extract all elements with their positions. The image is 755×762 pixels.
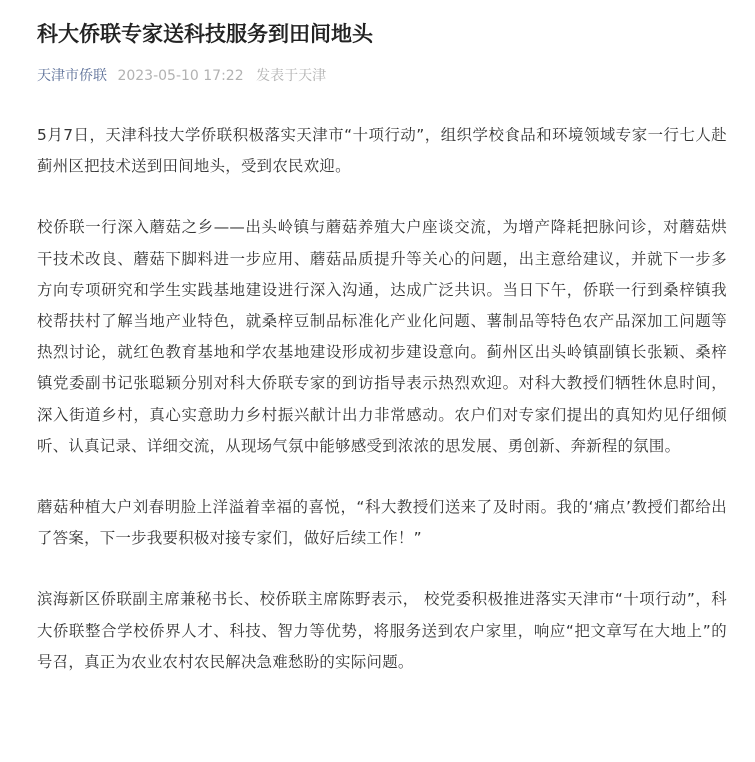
article-body bbox=[37, 120, 727, 708]
publish-date: 2023-05-10 17:22 bbox=[117, 68, 244, 84]
paragraph: 蘑菇种植大户刘春明脸上洋溢着幸福的喜悦，“科大教授们送来了及时雨。我的‘痛点’教授们都给出了答案，下一步我要积极对接专家们，做好后续工作！” bbox=[37, 498, 727, 548]
account-name-link[interactable]: 天津市侨联 bbox=[37, 68, 107, 84]
article-meta bbox=[37, 66, 326, 86]
paragraph: 5月7日，天津科技大学侨联积极落实天津市“十项行动”，组织学校食品和环境领域专家一行七人赴蓟州区把技术送到田间地头，受到农民欢迎。 bbox=[37, 126, 727, 176]
paragraph: 校侨联一行深入蘑菇之乡——出头岭镇与蘑菇养殖大户座谈交流，为增产降耗把脉问诊，对蘑菇烘干技术改良、蘑菇下脚料进一步应用、蘑菇品质提升等关心的问题，出主意给建议，并就下一步多方向专项研究和学生实践基地建设进行深入沟通，达成广泛共识。当日下午，侨联一行到桑梓镇我校帮扶村了解当地产业特色，就桑梓豆制品标准化产业化问题、薯制品等特色农产品深加工问题等热烈讨论，就红色教育基地和学农基地建设形成初步建设意向。蓟州区出头岭镇副镇长张颖、桑梓镇党委副书记张聪颖分别对科大侨联专家的到访指导表示热烈欢迎。对科大教授们牺牲休息时间，深入街道乡村，真心实意助力乡村振兴献计出力非常感动。农户们对专家们提出的真知灼见仔细倾听、认真记录、详细交流，从现场气氛中能够感受到浓浓的思发展、勇创新、奔新程的氛围。 bbox=[37, 218, 727, 455]
publish-location: 发表于天津 bbox=[256, 68, 327, 84]
article-title: 科大侨联专家送科技服务到田间地头 bbox=[37, 22, 373, 46]
paragraph: 滨海新区侨联副主席兼秘书长、校侨联主席陈野表示， 校党委积极推进落实天津市“十项行动”，科大侨联整合学校侨界人才、科技、智力等优势，将服务送到农户家里，响应“把文章写在大地上”的号召，真正为农业农村农民解决急难愁盼的实际问题。 bbox=[37, 590, 727, 671]
